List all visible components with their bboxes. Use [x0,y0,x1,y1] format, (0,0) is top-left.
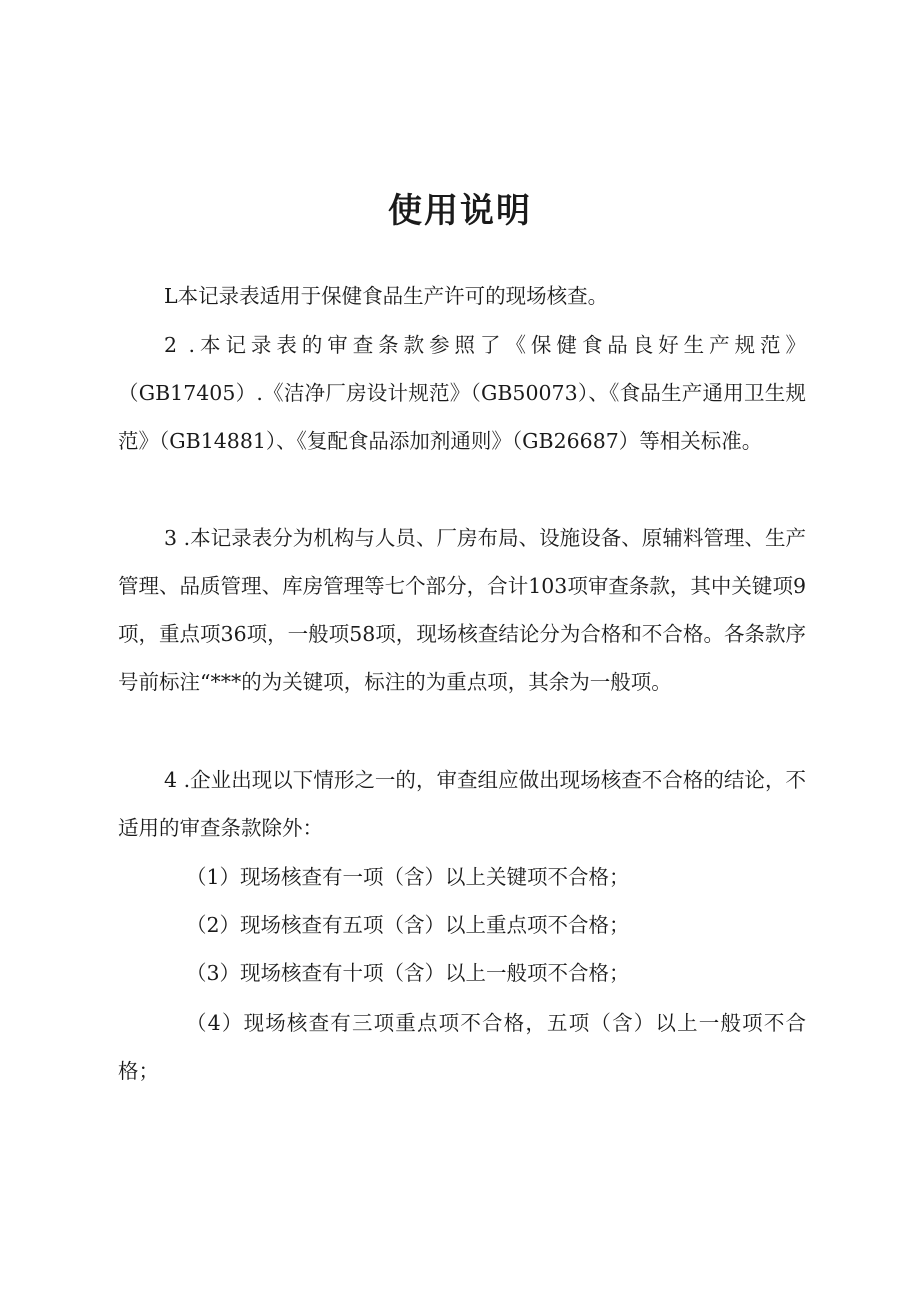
condition-item-3: （3）现场核查有十项（含）以上一般项不合格； [186,961,630,985]
paragraph-scope: L本记录表适用于保健食品生产许可的现场核查。 [164,284,609,308]
paragraph-structure: 3 .本记录表分为机构与人员、厂房布局、设施设备、原辅料管理、生产管理、品质管理、库房管理等七个部分，合计103项审查条款，其中关键项9项，重点项36项，一般项58项，现场核查结论分为合格和不合格。各条款序号前标注“***的为关键项，标注的为重点项，其余为一般项。 [118,526,806,694]
paragraph-references: 2 .本记录表的审查条款参照了《保健食品良好生产规范》（GB17405）.《洁净厂房设计规范》（GB50073）、《食品生产通用卫生规范》（GB14881）、《复配食品添加剂通则》（GB26687）等相关标准。 [118,333,806,453]
page-title: 使用说明 [388,191,532,231]
paragraph-failure-conditions: 4 .企业出现以下情形之一的，审查组应做出现场核查不合格的结论，不适用的审查条款除外： [118,768,806,840]
condition-item-2: （2）现场核查有五项（含）以上重点项不合格； [186,913,630,937]
condition-item-4: （4）现场核查有三项重点项不合格，五项（含）以上一般项不合格； [118,1011,806,1083]
condition-item-1: （1）现场核查有一项（含）以上关键项不合格； [186,865,630,889]
